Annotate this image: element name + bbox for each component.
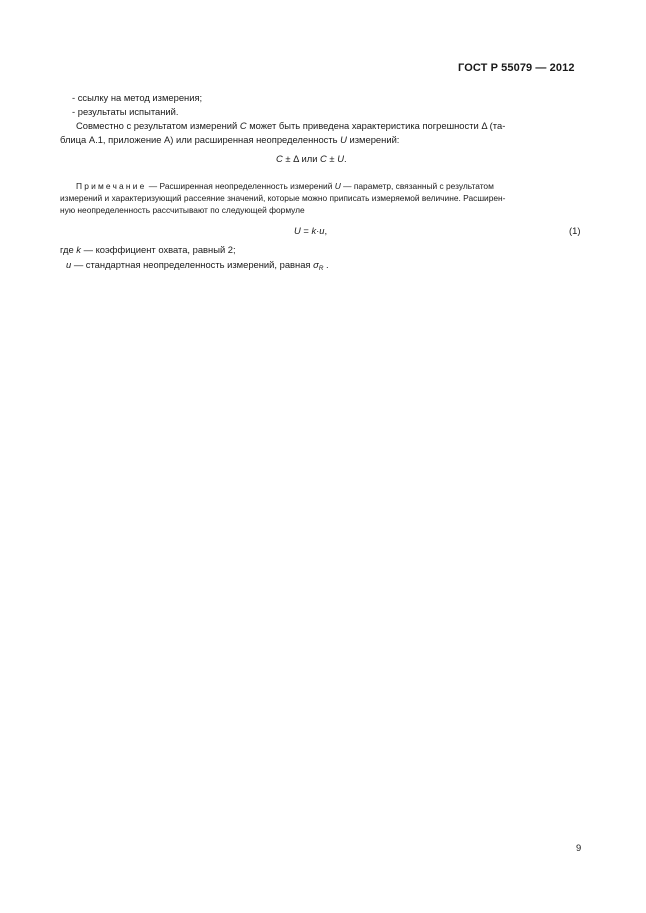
where-line-u bbox=[66, 258, 329, 276]
variable-u: U bbox=[334, 181, 341, 191]
formula-text: ± Δ или bbox=[282, 153, 321, 164]
formula-text: ± bbox=[326, 153, 338, 164]
variable-k: k bbox=[311, 225, 317, 236]
formula-text: , bbox=[324, 225, 328, 236]
paragraph-line bbox=[76, 119, 505, 133]
note-text: — параметр, связанный с результатом bbox=[340, 181, 494, 191]
paragraph-text: блица А.1, приложение А) или расширенная неопределенность bbox=[60, 134, 341, 145]
formula-c-plusminus bbox=[276, 153, 347, 164]
list-marker: - bbox=[72, 92, 76, 103]
note-line: измерений и характеризующий рассеяние значений, которые можно приписать измеряемой величине. Расширен- bbox=[60, 193, 506, 203]
list-item bbox=[72, 91, 202, 105]
variable-k: k bbox=[76, 244, 81, 255]
variable-u-lower: u bbox=[66, 259, 72, 270]
where-intro: где bbox=[60, 244, 77, 255]
note-label: Примечание bbox=[76, 181, 147, 191]
formula-text: · bbox=[316, 225, 320, 236]
paragraph-text: Совместно с результатом измерений bbox=[76, 120, 240, 131]
variable-c: C bbox=[320, 153, 327, 164]
variable-u: U bbox=[340, 134, 347, 145]
page-number: 9 bbox=[576, 842, 582, 853]
where-text: — коэффициент охвата, равный 2; bbox=[80, 244, 236, 255]
document-header: ГОСТ Р 55079 — 2012 bbox=[458, 62, 575, 74]
note-line: ную неопределенность рассчитывают по следующей формуле bbox=[60, 205, 305, 215]
variable-u-lower: u bbox=[319, 225, 325, 236]
list-item-text: результаты испытаний. bbox=[77, 106, 179, 117]
list-item-text: ссылку на метод измерения; bbox=[77, 92, 203, 103]
note-text: — Расширенная неопределенность измерений bbox=[146, 181, 335, 191]
variable-c: C bbox=[276, 153, 283, 164]
list-marker: - bbox=[72, 106, 76, 117]
variable-u: U bbox=[337, 153, 344, 164]
sigma-subscript: R bbox=[318, 265, 324, 272]
variable-c: C bbox=[239, 120, 247, 131]
variable-u: U bbox=[294, 225, 301, 236]
paragraph-text: может быть приведена характеристика погрешности Δ (та- bbox=[246, 120, 506, 131]
paragraph-line bbox=[60, 133, 399, 147]
where-text: — стандартная неопределенность измерений, равная bbox=[71, 259, 314, 270]
formula-1 bbox=[294, 225, 327, 236]
list-item bbox=[72, 105, 178, 119]
where-line-k bbox=[60, 243, 236, 257]
note-line bbox=[76, 180, 494, 192]
where-text: . bbox=[323, 259, 329, 270]
formula-text: . bbox=[343, 153, 347, 164]
variable-sigma: σ bbox=[313, 259, 319, 270]
formula-text: = bbox=[300, 225, 312, 236]
formula-number: (1) bbox=[569, 225, 581, 236]
paragraph-text: измерений: bbox=[346, 134, 400, 145]
